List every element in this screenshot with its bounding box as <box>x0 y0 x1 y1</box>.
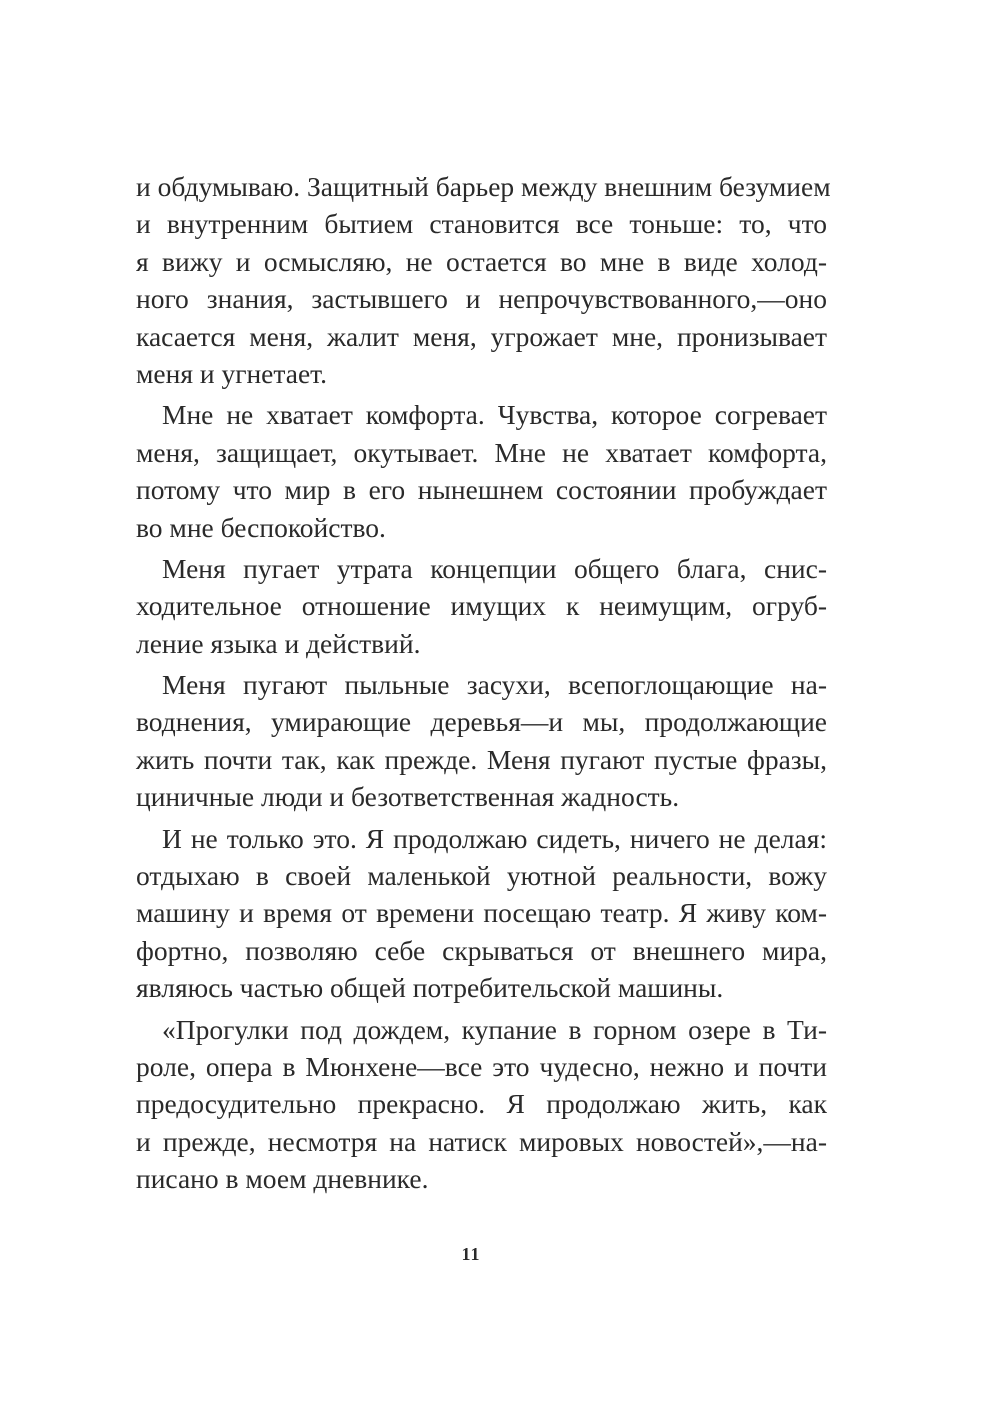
text-line: машину и время от времени посещаю театр. Я живу ком- <box>136 897 827 929</box>
text-line: «Прогулки под дождем, купание в горном озере в Ти- <box>162 1013 827 1045</box>
text-line: я вижу и осмысляю, не остается во мне в виде холод- <box>136 245 827 277</box>
text-line: воднения, умирающие деревья—и мы, продолжающие <box>136 706 827 738</box>
page-number: 11 <box>461 1244 481 1264</box>
text-line: являюсь частью общей потребительской машины. <box>136 972 724 1004</box>
text-line: Меня пугают пыльные засухи, всепоглощающие на- <box>162 669 827 701</box>
text-line: И не только это. Я продолжаю сидеть, ничего не делая: <box>162 822 827 854</box>
text-line: меня и угнетает. <box>136 357 327 389</box>
text-line: фортно, позволяю себе скрываться от внешнего мира, <box>136 934 827 966</box>
text-line: и прежде, несмотря на натиск мировых новостей»,—на- <box>136 1125 827 1157</box>
text-line: Мне не хватает комфорта. Чувства, которое согревает <box>162 399 827 431</box>
text-line: жить почти так, как прежде. Меня пугают пустые фразы, <box>136 743 827 775</box>
text-line: и внутренним бытием становится все тоньше: то, что <box>136 208 827 240</box>
text-line: меня, защищает, окутывает. Мне не хватает комфорта, <box>136 436 827 468</box>
text-line: роле, опера в Мюнхене—все это чудесно, нежно и почти <box>136 1050 827 1082</box>
text-line: ходительное отношение имущих к неимущим, огруб- <box>136 590 827 622</box>
text-line: циничные люди и безответственная жадность. <box>136 781 680 813</box>
text-line: предосудительно прекрасно. Я продолжаю жить, как <box>136 1088 827 1120</box>
text-line: потому что мир в его нынешнем состоянии пробуждает <box>136 474 827 506</box>
text-line: и обдумываю. Защитный барьер между внешним безумием <box>136 171 831 202</box>
text-line: во мне беспокойство. <box>136 511 386 543</box>
body-text <box>136 168 831 1198</box>
text-line: касается меня, жалит меня, угрожает мне, пронизывает <box>136 320 827 352</box>
text-line: писано в моем дневнике. <box>136 1163 429 1195</box>
text-line: Меня пугает утрата концепции общего блага, снис- <box>162 552 827 584</box>
text-line: ление языка и действий. <box>136 627 421 659</box>
text-line: ного знания, застывшего и непрочувствованного,—оно <box>136 283 827 315</box>
text-line: отдыхаю в своей маленькой уютной реальности, вожу <box>136 860 827 892</box>
